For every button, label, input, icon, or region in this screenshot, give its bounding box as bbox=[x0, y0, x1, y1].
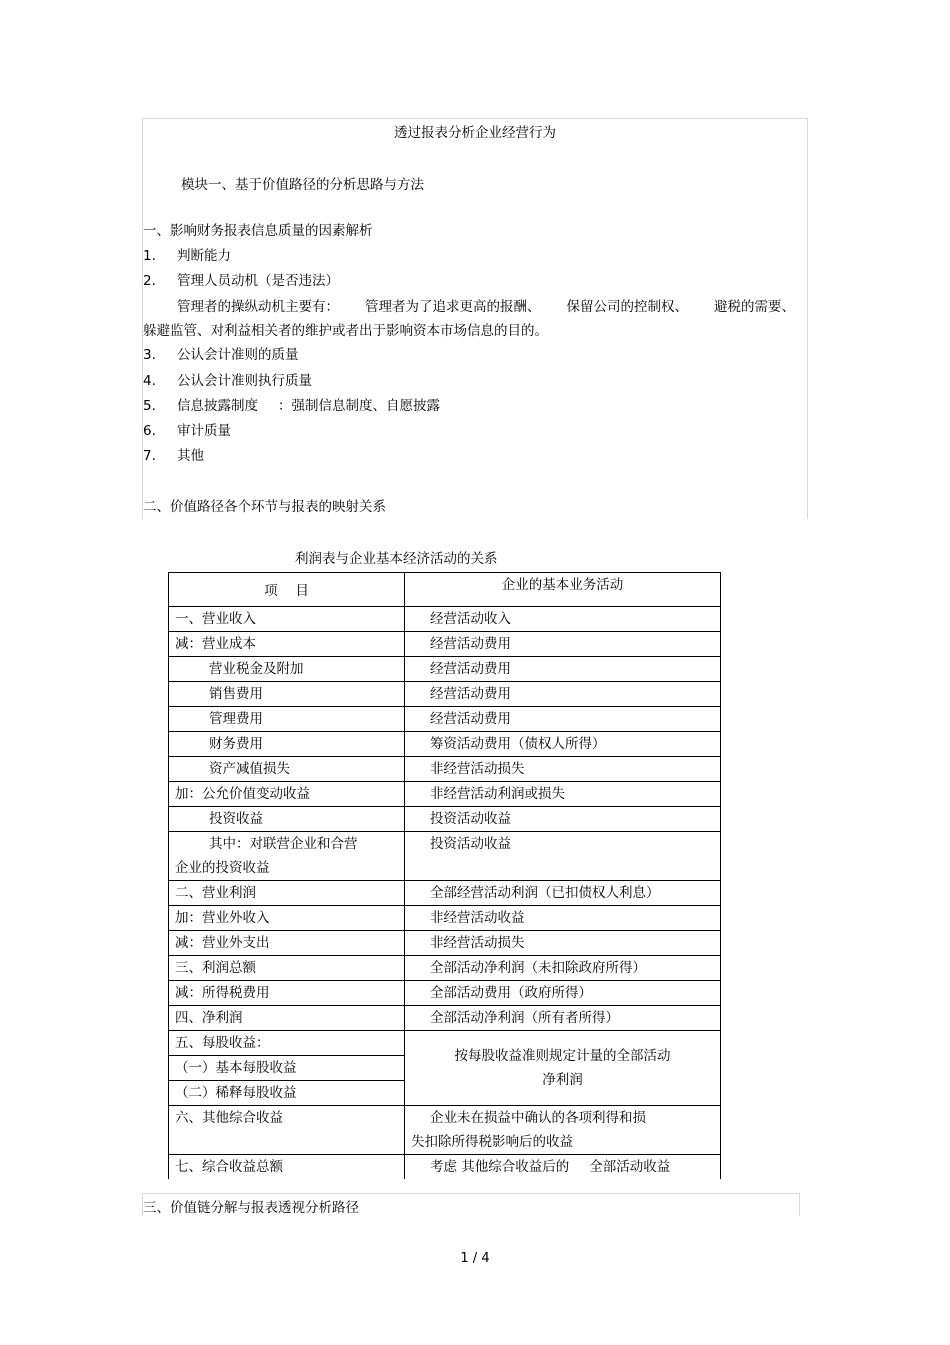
row-item: 二、营业利润 bbox=[169, 881, 405, 906]
row-item: 三、利润总额 bbox=[169, 956, 405, 981]
row-item: 管理费用 bbox=[169, 707, 405, 732]
row-item: 一、营业收入 bbox=[169, 607, 405, 632]
module-heading: 模块一、基于价值路径的分析思路与方法 bbox=[181, 177, 424, 193]
table-row bbox=[169, 707, 721, 732]
page-number: 1 / 4 bbox=[460, 1251, 490, 1266]
row-activity: 经营活动费用 bbox=[405, 632, 721, 657]
row-activity: 投资活动收益 bbox=[405, 807, 721, 832]
row-item: 其中：对联营企业和合营 企业的投资收益 bbox=[169, 832, 405, 881]
table-row bbox=[169, 956, 721, 981]
table-row bbox=[169, 981, 721, 1006]
row-activity: 非经营活动利润或损失 bbox=[405, 782, 721, 807]
eps-item: 五、每股收益： bbox=[169, 1031, 404, 1056]
row-activity: 全部活动费用（政府所得） bbox=[405, 981, 721, 1006]
total-item-cell: 七、综合收益总额 bbox=[169, 1155, 405, 1180]
header-item: 项 目 bbox=[169, 573, 405, 607]
section3-heading: 三、价值链分解与报表透视分析路径 bbox=[143, 1200, 359, 1216]
row-item: 财务费用 bbox=[169, 732, 405, 757]
list-item bbox=[143, 422, 231, 440]
table-row bbox=[169, 807, 721, 832]
list-text: 公认会计准则执行质量 bbox=[177, 373, 312, 389]
motive-paragraph: 管理者的操纵动机主要有： 管理者为了追求更高的报酬、 保留公司的控制权、 避税的需要、躲避监管、对利益相关者的维护或者出于影响资本市场信息的目的。 bbox=[143, 299, 795, 339]
row-activity: 全部活动净利润（所有者所得） bbox=[405, 1006, 721, 1031]
row-item: 减：营业外支出 bbox=[169, 931, 405, 956]
row-activity: 非经营活动收益 bbox=[405, 906, 721, 931]
oci-item-cell: 六、其他综合收益 bbox=[169, 1106, 405, 1155]
list-number: 4. bbox=[143, 373, 156, 389]
list-item bbox=[143, 447, 204, 465]
row-activity: 经营活动费用 bbox=[405, 707, 721, 732]
table-row bbox=[169, 906, 721, 931]
row-item: 投资收益 bbox=[169, 807, 405, 832]
table-row bbox=[169, 782, 721, 807]
row-activity: 非经营活动损失 bbox=[405, 757, 721, 782]
row-activity: 筹资活动费用（债权人所得） bbox=[405, 732, 721, 757]
row-activity: 投资活动收益 bbox=[405, 832, 721, 881]
row-item: 减：营业成本 bbox=[169, 632, 405, 657]
table-row-total bbox=[169, 1155, 721, 1180]
row-activity: 全部活动净利润（未扣除政府所得） bbox=[405, 956, 721, 981]
row-activity: 经营活动费用 bbox=[405, 657, 721, 682]
row-item: 资产减值损失 bbox=[169, 757, 405, 782]
row-item: 减：所得税费用 bbox=[169, 981, 405, 1006]
row-item: 销售费用 bbox=[169, 682, 405, 707]
row-activity: 非经营活动损失 bbox=[405, 931, 721, 956]
table-row-oci bbox=[169, 1106, 721, 1155]
row-activity: 全部经营活动利润（已扣债权人利息） bbox=[405, 881, 721, 906]
eps-items-cell bbox=[169, 1031, 405, 1106]
list-number: 6. bbox=[143, 423, 156, 439]
table-row bbox=[169, 632, 721, 657]
list-number: 7. bbox=[143, 448, 156, 464]
list-number: 1. bbox=[143, 248, 156, 264]
section1-heading: 一、影响财务报表信息质量的因素解析 bbox=[143, 223, 373, 239]
eps-item: （二）稀释每股收益 bbox=[175, 1085, 297, 1101]
table-header-row bbox=[169, 573, 721, 607]
list-item bbox=[143, 247, 231, 265]
list-item bbox=[143, 397, 440, 415]
table-row bbox=[169, 881, 721, 906]
table-row bbox=[169, 607, 721, 632]
table-row bbox=[169, 832, 721, 881]
income-statement-table bbox=[168, 572, 721, 1179]
list-number: 3. bbox=[143, 347, 156, 363]
table-row bbox=[169, 757, 721, 782]
section2-heading: 二、价值路径各个环节与报表的映射关系 bbox=[143, 499, 386, 515]
list-text: 信息披露制度 bbox=[177, 398, 258, 414]
list-number: 5. bbox=[143, 398, 156, 414]
table-row bbox=[169, 931, 721, 956]
list-item bbox=[143, 346, 299, 364]
table-row bbox=[169, 657, 721, 682]
list-text: 审计质量 bbox=[177, 423, 231, 439]
eps-activity-cell: 按每股收益准则规定计量的全部活动 净利润 bbox=[405, 1031, 721, 1106]
row-item: 营业税金及附加 bbox=[169, 657, 405, 682]
table-row-eps bbox=[169, 1031, 721, 1106]
row-item: 四、净利润 bbox=[169, 1006, 405, 1031]
header-activity: 企业的基本业务活动 bbox=[405, 573, 721, 607]
list-text: 管理人员动机（是否违法） bbox=[177, 273, 339, 289]
row-activity: 经营活动收入 bbox=[405, 607, 721, 632]
list-text: 判断能力 bbox=[177, 248, 231, 264]
eps-item: （一）基本每股收益 bbox=[169, 1056, 404, 1081]
total-activity-cell: 考虑 其他综合收益后的 全部活动收益 bbox=[405, 1155, 721, 1180]
table-row bbox=[169, 732, 721, 757]
table-caption: 利润表与企业基本经济活动的关系 bbox=[295, 551, 498, 567]
document-title: 透过报表分析企业经营行为 bbox=[394, 125, 556, 141]
list-number: 2. bbox=[143, 273, 156, 289]
row-activity: 经营活动费用 bbox=[405, 682, 721, 707]
table-row bbox=[169, 1006, 721, 1031]
row-item: 加：营业外收入 bbox=[169, 906, 405, 931]
oci-activity-cell: 企业未在损益中确认的各项利得和损 失扣除所得税影响后的收益 bbox=[405, 1106, 721, 1155]
list-item bbox=[143, 372, 312, 390]
list-text: 其他 bbox=[177, 448, 204, 464]
list-item bbox=[143, 272, 339, 290]
list-text: 公认会计准则的质量 bbox=[177, 347, 299, 363]
row-item: 加：公允价值变动收益 bbox=[169, 782, 405, 807]
list-suffix: ：强制信息制度、自愿披露 bbox=[278, 398, 440, 414]
table-row bbox=[169, 682, 721, 707]
